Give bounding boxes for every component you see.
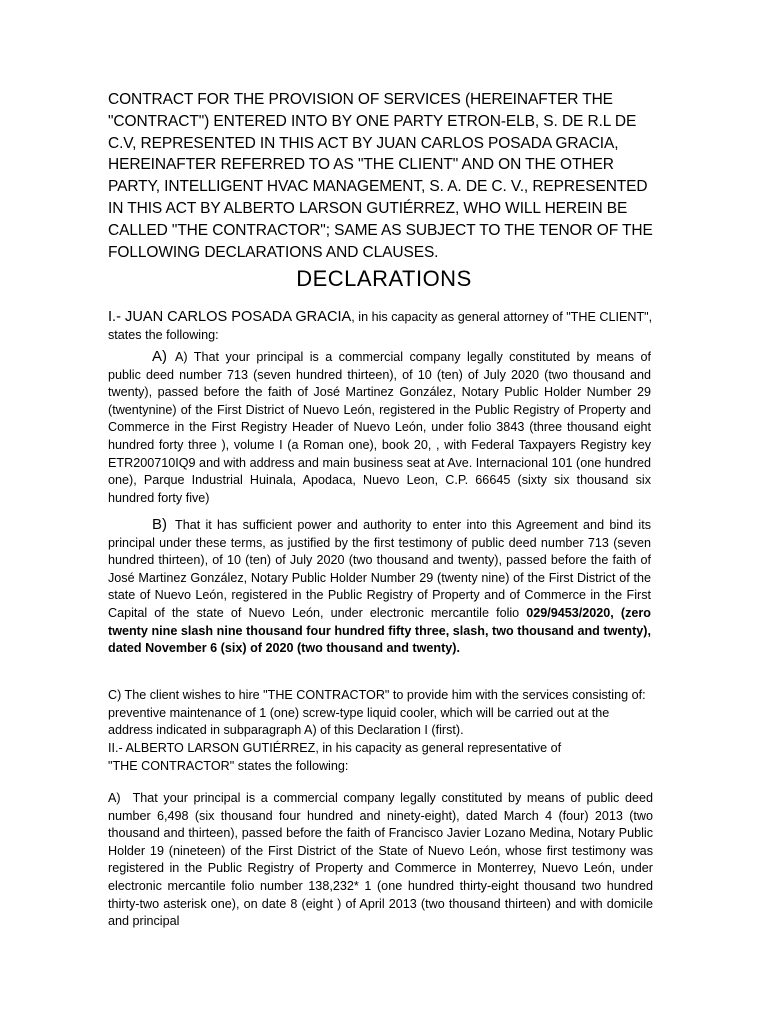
declaration-1a-text: A) That your principal is a commercial company legally constituted by means of public deed number 713 (seven hundred thirteen), of 10 (ten) of July 2020 (two thousand and twenty), passed before the faith of José Martinez González, Notary Public Holder Number 29 (twentynine) of the First District of Nuevo León, registered in the Public Registry of Property and Commerce in the First Registry Header of Nuevo León, under folio 3843 (three thousand eight hundred forty three ), volume I (a Roman one), book 20, , with Federal Taxpayers Registry key: [108, 350, 651, 452]
declaration-1b-notary: José Martinez González: [108, 570, 244, 585]
declaration-1b-text: That it has sufficient power and authority to enter into this Agreement and bind its principal under these terms, as justified by the first testimony of public deed number 713 (seven hundred thirteen), of 10 (ten) of July 2020 (two thousand and twenty), passed before the faith of: [108, 518, 651, 568]
party2-line-1: II.- ALBERTO LARSON GUTIÉRREZ, in his capacity as general representative of: [108, 741, 562, 755]
declaration-2a: [108, 790, 653, 931]
declaration-1a-address: ETR200710IQ9 and with address and main business seat at Ave. Internacional 101 (one hundred one), Parque Industrial Huinala, Apodaca, Nuevo Leon, C.P. 66645 (sixty six thousand six hundred forty five): [108, 455, 651, 505]
declaration-1b: [108, 516, 651, 658]
declarations-heading: DECLARATIONS: [296, 266, 472, 291]
declaration-1a: [108, 348, 651, 507]
declaration-1b-letter: B): [152, 516, 167, 533]
declaration-1b-folio: 029/9453/2020, (zero twenty nine slash nine thousand four hundred fifty three, slash, two thousand and twenty), dated November 6 (six) of 2020 (two thousand and twenty).: [108, 605, 651, 656]
party2-intro: [108, 740, 653, 775]
party1-name: I.- JUAN CARLOS POSADA GRACIA: [108, 309, 352, 325]
party1-intro: [108, 309, 653, 344]
party2-line-2: "THE CONTRACTOR" states the following:: [108, 758, 349, 773]
declaration-1c: C) The client wishes to hire "THE CONTRACTOR" to provide him with the services consisting of: preventive maintenance of 1 (one) screw-type liquid cooler, which will be carried out at the address indicated in subparagraph A) of this Declaration I (first).: [108, 688, 646, 738]
declaration-1a-letter: A): [152, 348, 167, 365]
declaration-1b-text-2: , Notary Public Holder Number 29 (twenty nine) of the First District of the state of Nuevo León, registered in the Public Registry of Property and of Commerce in the First Capital of the state of Nuevo León, under electronic mercantile folio: [108, 570, 651, 620]
declaration-2a-letter: A): [108, 791, 121, 805]
contract-title: CONTRACT FOR THE PROVISION OF SERVICES (HEREINAFTER THE "CONTRACT") ENTERED INTO BY ONE PARTY ETRON-ELB, S. DE R.L DE C.V, REPRESENTED IN THIS ACT BY JUAN CARLOS POSADA GRACIA, HEREINAFTER REFERRED TO AS "THE CLIENT" AND ON THE OTHER PARTY, INTELLIGENT HVAC MANAGEMENT, S. A. DE C. V., REPRESENTED IN THIS ACT BY ALBERTO LARSON GUTIÉRREZ, WHO WILL HEREIN BE CALLED "THE CONTRACTOR"; SAME AS SUBJECT TO THE TENOR OF THE FOLLOWING DECLARATIONS AND CLAUSES.: [108, 91, 653, 261]
declaration-2a-text: That your principal is a commercial company legally constituted by means of public deed number 6,498 (six thousand four hundred and ninety-eight), dated March 4 (four) 2013 (two thousand and thirteen), passed before the faith of Francisco Javier Lozano Medina, Notary Public Holder 19 (nineteen) of the First District of the State of Nuevo León, whose first testimony was registered in the Public Registry of Property and Commerce in Monterrey, Nuevo León, under electronic mercantile folio number 138,232* 1 (one hundred thirty-eight thousand two hundred thirty-two asterisk one), on date 8 (eight ) of April 2013 (two thousand thirteen) and with domicile and principal: [108, 791, 653, 929]
party1-capacity: , in his capacity as general attorney of "THE CLIENT", states the following:: [108, 310, 653, 342]
